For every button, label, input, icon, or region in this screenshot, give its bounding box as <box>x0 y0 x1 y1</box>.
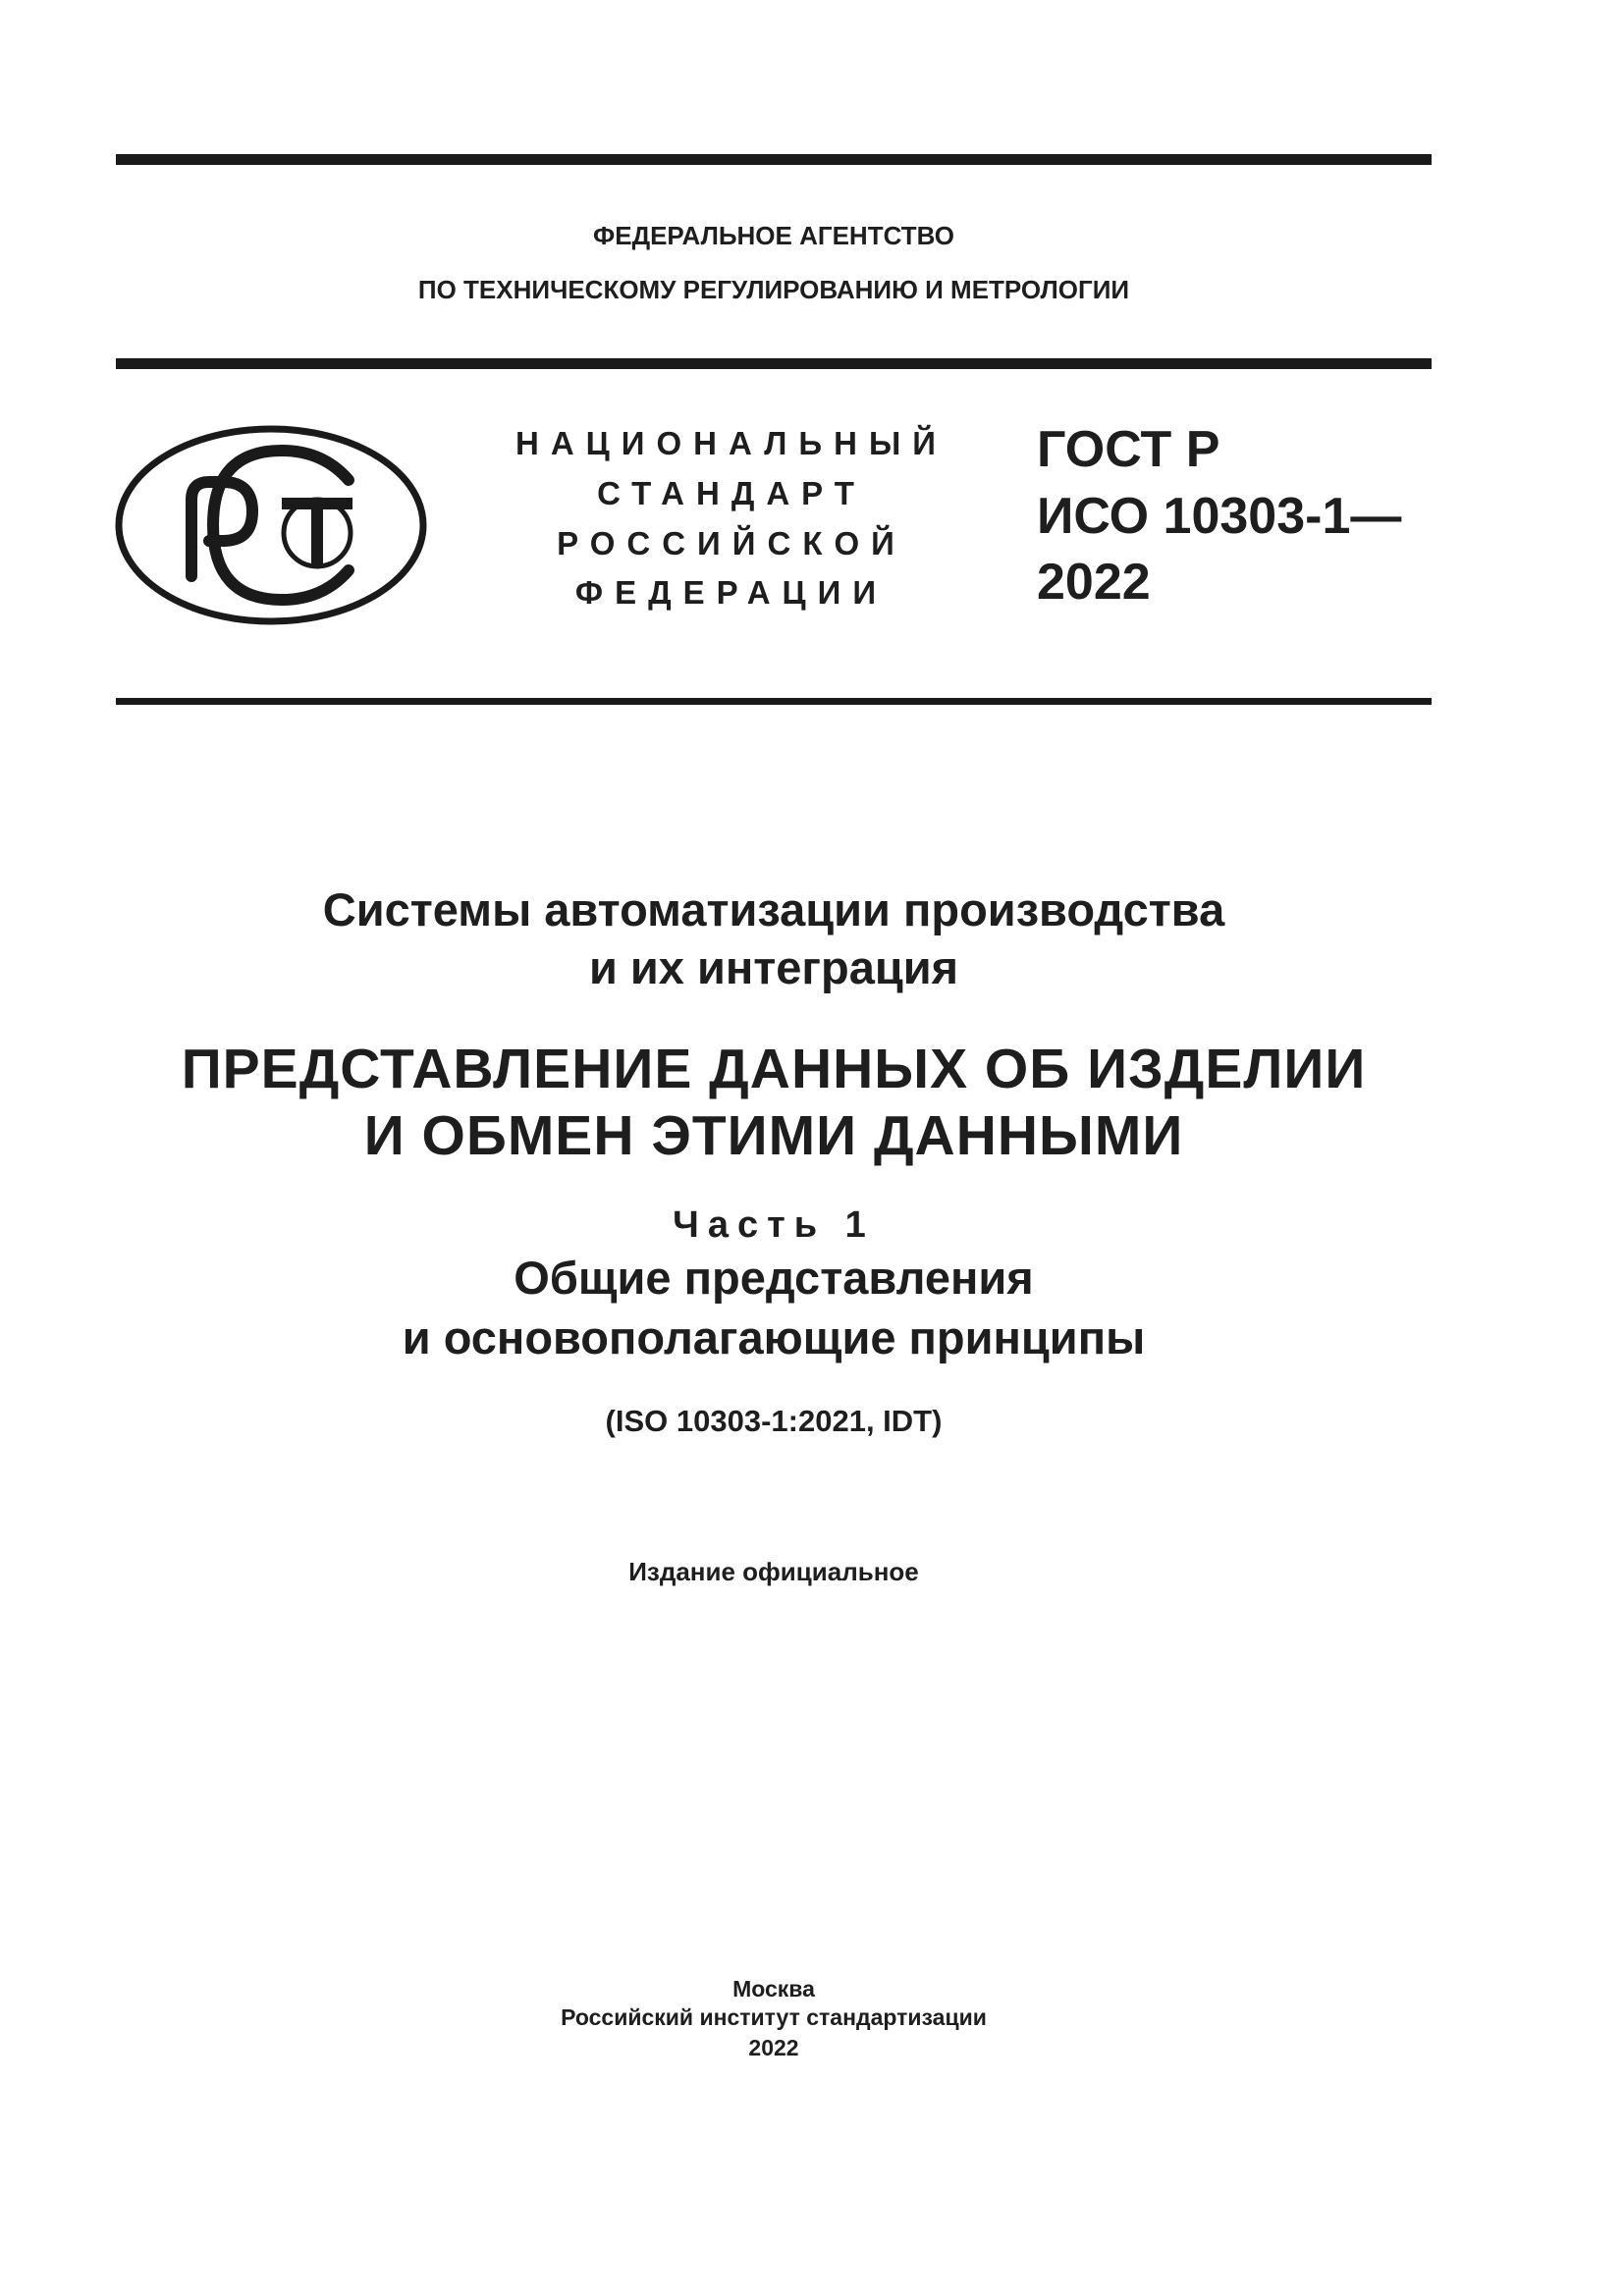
designation-line-2: ИСО 10303-1— <box>1037 488 1402 545</box>
national-standard-line-3: РОССИЙСКОЙ <box>557 525 906 561</box>
publisher-name: Российский институт стандартизации <box>561 2004 987 2030</box>
top-rule <box>116 154 1432 165</box>
part-label: Часть 1 <box>673 1204 875 1246</box>
publisher-year: 2022 <box>748 2035 799 2060</box>
header-rule <box>116 358 1432 369</box>
series-title-line-1: Системы автоматизации производства <box>322 883 1225 935</box>
publisher-city: Москва <box>732 1976 815 2002</box>
main-title-line-2: И ОБМЕН ЭТИМИ ДАННЫМИ <box>363 1104 1184 1167</box>
part-title-line-2: и основополагающие принципы <box>402 1311 1146 1363</box>
main-title-line-1: ПРЕДСТАВЛЕНИЕ ДАННЫХ ОБ ИЗДЕЛИИ <box>181 1038 1367 1100</box>
designation-line-3: 2022 <box>1037 554 1151 611</box>
part-title-line-1: Общие представления <box>514 1252 1034 1304</box>
header-bottom-rule <box>116 698 1432 705</box>
designation-line-1: ГОСТ Р <box>1037 421 1220 478</box>
iso-reference: (ISO 10303-1:2021, IDT) <box>605 1404 943 1438</box>
rst-certification-logo <box>115 425 427 625</box>
series-title-line-2: и их интеграция <box>588 941 959 993</box>
rst-logo-icon <box>115 425 427 625</box>
national-standard-line-4: ФЕДЕРАЦИИ <box>574 574 889 611</box>
national-standard-line-1: НАЦИОНАЛЬНЫЙ <box>515 425 947 461</box>
national-standard-line-2: СТАНДАРТ <box>597 475 866 511</box>
edition-note: Издание официальное <box>628 1557 919 1586</box>
agency-line-2: ПО ТЕХНИЧЕСКОМУ РЕГУЛИРОВАНИЮ И МЕТРОЛОГИИ <box>417 275 1130 304</box>
agency-line-1: ФЕДЕРАЛЬНОЕ АГЕНТСТВО <box>593 221 954 250</box>
